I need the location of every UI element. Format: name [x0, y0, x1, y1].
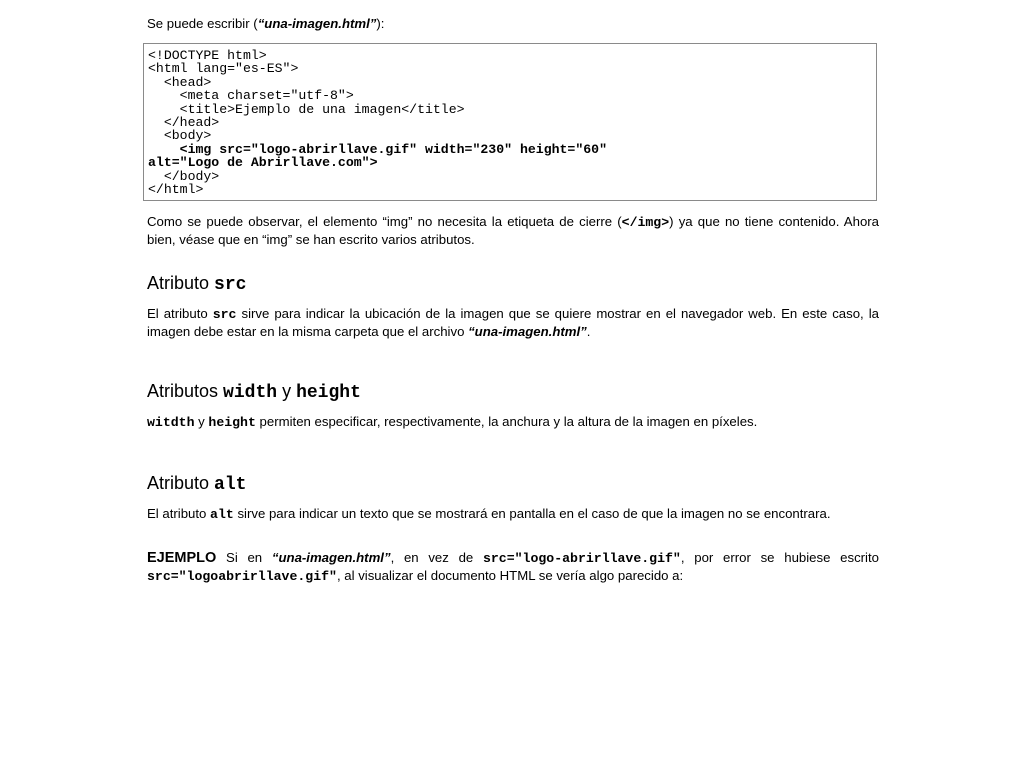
heading-alt: [147, 472, 246, 496]
heading-height-code: height: [296, 383, 361, 403]
alt-text-2: sirve para indicar un texto que se mostrará en pantalla en el caso de que la imagen no se encontrara.: [233, 506, 831, 521]
src-text-1: El atributo: [147, 306, 213, 321]
code-line: <meta charset="utf-8">: [148, 88, 354, 104]
intro-paragraph: [147, 15, 384, 32]
heading-src-text: Atributo: [147, 273, 215, 293]
example-code-2: src="logoabrirllave.gif": [147, 569, 337, 584]
src-code: src: [212, 307, 237, 322]
heading-alt-text: Atributo: [147, 473, 215, 493]
heading-alt-code: alt: [214, 475, 247, 495]
src-text-3: .: [586, 324, 591, 339]
alt-code: alt: [210, 507, 234, 522]
example-filename: “una-imagen.html”: [271, 550, 391, 565]
code-line: </body>: [148, 168, 220, 184]
intro-text: Se puede escribir (: [147, 16, 258, 31]
code-line: <body>: [148, 128, 212, 144]
height-code: height: [208, 415, 256, 430]
src-paragraph: [147, 305, 879, 340]
wh-y: y: [194, 414, 209, 429]
code-line: <head>: [148, 74, 212, 90]
observation-text-2: ) ya que no tiene contenido. Ahora bien, véase que en “img” se han escrito varios atributos.: [147, 214, 880, 247]
alt-paragraph: [147, 505, 879, 523]
code-block: [143, 43, 877, 201]
observation-text-1: Como se puede observar, el elemento “img” no necesita la etiqueta de cierre (: [147, 214, 622, 229]
alt-text-1: El atributo: [147, 506, 211, 521]
width-code: witdth: [147, 415, 195, 430]
heading-width-height: [147, 380, 361, 404]
code-line: <title>Ejemplo de una imagen</title>: [148, 101, 465, 117]
heading-wh-text: Atributos: [147, 381, 224, 401]
example-text-3: , por error se hubiese escrito: [680, 550, 879, 565]
example-text-4: , al visualizar el documento HTML se vería algo parecido a:: [336, 568, 684, 583]
src-filename: “una-imagen.html”: [468, 324, 587, 339]
code-line: <html lang="es-ES">: [148, 61, 299, 77]
heading-width-code: width: [223, 383, 278, 403]
heading-src-code: src: [214, 275, 247, 295]
example-code-1: src="logo-abrirllave.gif": [482, 551, 681, 566]
observation-paragraph: [147, 213, 879, 248]
code-line: <!DOCTYPE html>: [148, 48, 267, 63]
heading-wh-y: y: [277, 381, 297, 401]
wh-text: permiten especificar, respectivamente, la anchura y la altura de la imagen en píxeles.: [255, 414, 758, 429]
intro-end: ):: [376, 16, 385, 31]
example-text-1: Si en: [216, 550, 272, 565]
example-text-2: , en vez de: [390, 550, 483, 565]
width-height-paragraph: [147, 413, 879, 431]
code-line-img-alt: alt="Logo de Abrirllave.com">: [148, 155, 378, 171]
code-line-img: <img src="logo-abrirllave.gif" width="230" height="60": [148, 141, 607, 157]
code-line: </html>: [148, 182, 204, 198]
src-text-2: sirve para indicar la ubicación de la imagen que se quiere mostrar en el navegador web. En este caso, la imagen debe estar en la misma carpeta que el archivo: [147, 306, 879, 339]
close-tag-code: </img>: [621, 215, 670, 230]
heading-src: [147, 272, 246, 296]
intro-filename: “una-imagen.html”: [257, 16, 377, 31]
example-label: EJEMPLO: [147, 550, 217, 566]
example-paragraph: [147, 549, 879, 585]
code-line: </head>: [148, 115, 220, 131]
